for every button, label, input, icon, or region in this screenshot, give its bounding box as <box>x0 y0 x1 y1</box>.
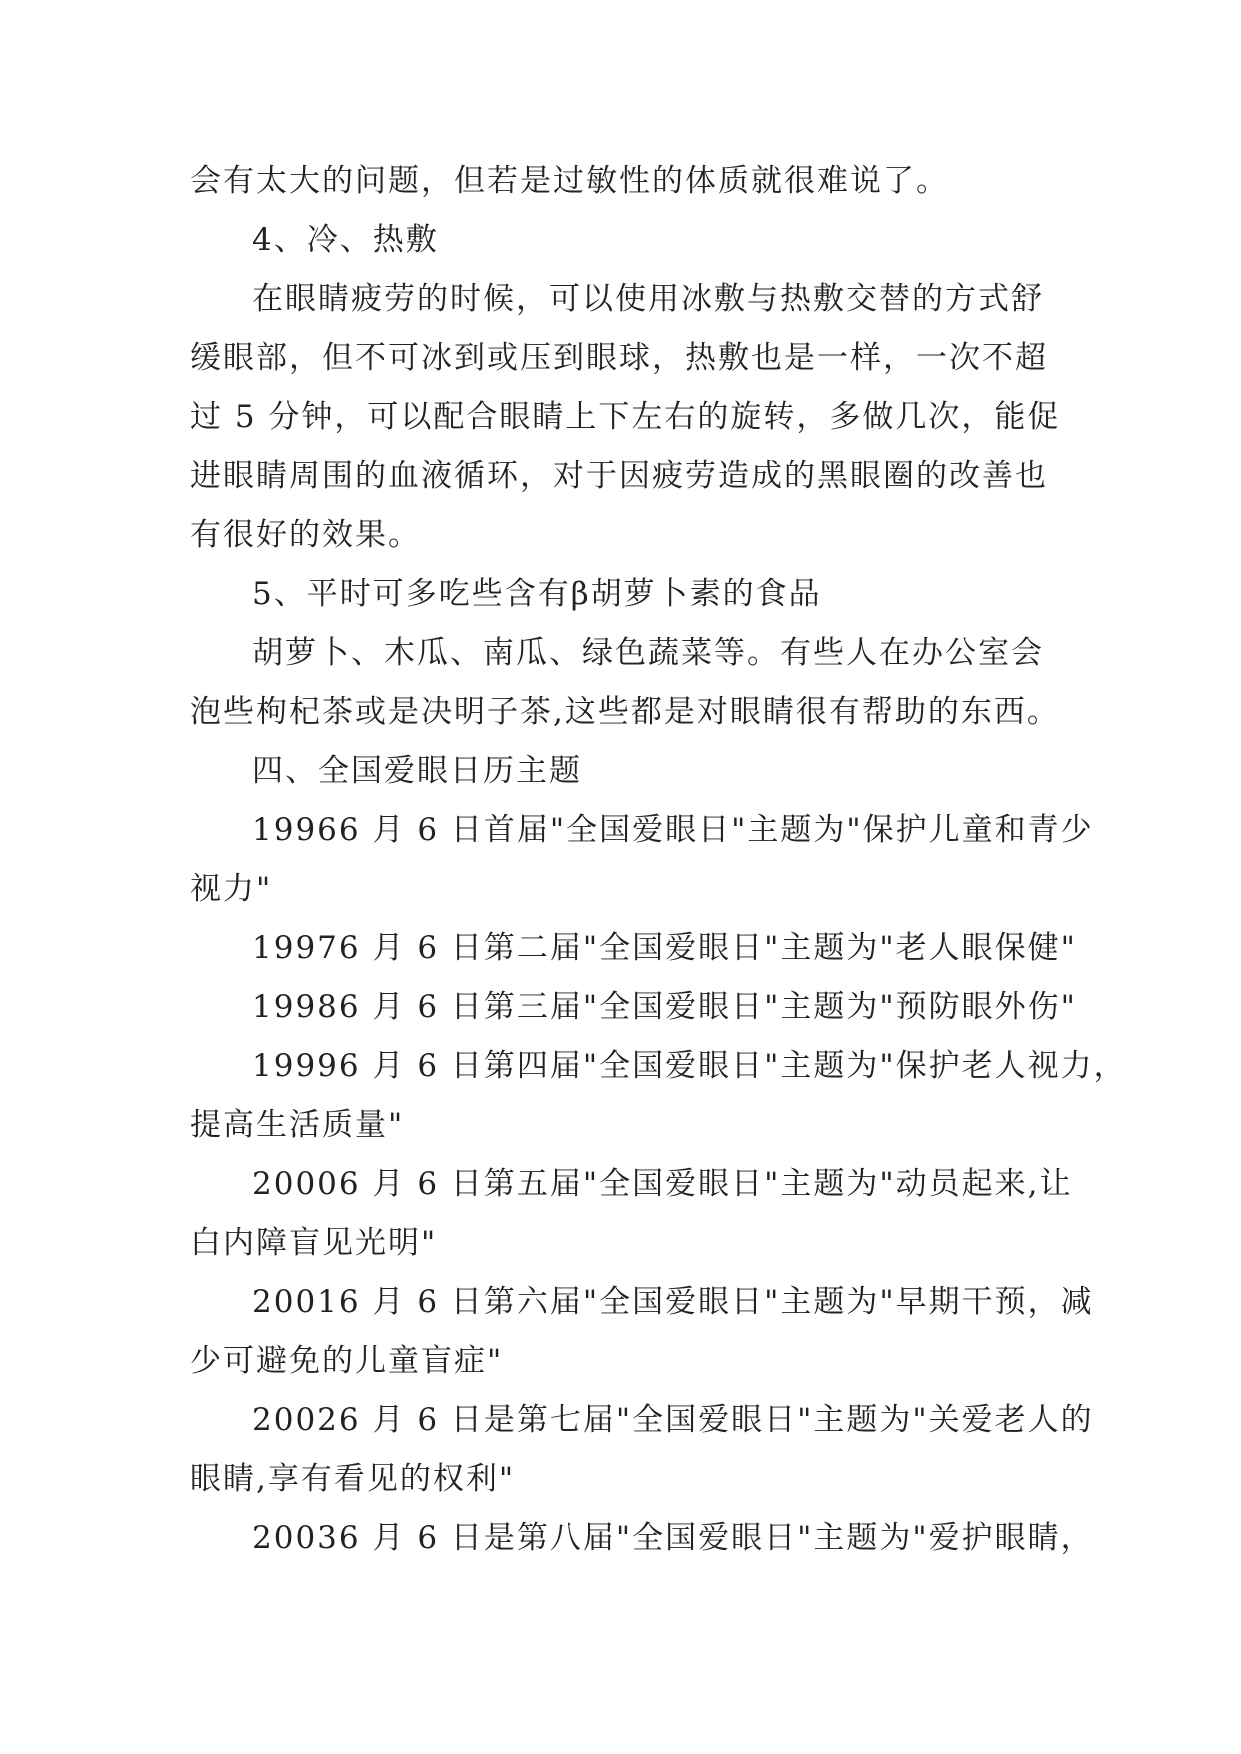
text-line: 有很好的效果。 <box>190 517 421 553</box>
section-heading: 四、全国爱眼日历主题 <box>252 753 582 789</box>
document-body <box>190 152 1127 1568</box>
text-line: 眼睛,享有看见的权利" <box>190 1461 516 1497</box>
section-heading: 5、平时可多吃些含有β胡萝卜素的食品 <box>252 576 822 612</box>
text-line: 提高生活质量" <box>190 1107 405 1143</box>
text-line: 视力" <box>190 871 273 907</box>
text-line: 19996 月 6 日第四届"全国爱眼日"主题为"保护老人视力， <box>252 1048 1127 1084</box>
text-line: 20006 月 6 日第五届"全国爱眼日"主题为"动员起来,让 <box>252 1166 1073 1202</box>
text-line: 19976 月 6 日第二届"全国爱眼日"主题为"老人眼保健" <box>252 930 1077 966</box>
text-line: 20026 月 6 日是第七届"全国爱眼日"主题为"关爱老人的 <box>252 1402 1094 1438</box>
text-line: 在眼睛疲劳的时候，可以使用冰敷与热敷交替的方式舒 <box>252 281 1044 317</box>
text-line: 胡萝卜、木瓜、南瓜、绿色蔬菜等。有些人在办公室会 <box>252 635 1044 671</box>
text-line: 19966 月 6 日首届"全国爱眼日"主题为"保护儿童和青少 <box>252 812 1094 848</box>
section-heading: 4、冷、热敷 <box>252 222 439 258</box>
text-line: 19986 月 6 日第三届"全国爱眼日"主题为"预防眼外伤" <box>252 989 1077 1025</box>
text-line: 少可避免的儿童盲症" <box>190 1343 504 1379</box>
text-line: 20016 月 6 日第六届"全国爱眼日"主题为"早期干预，减 <box>252 1284 1094 1320</box>
text-line: 泡些枸杞茶或是决明子茶,这些都是对眼睛很有帮助的东西。 <box>190 694 1060 730</box>
text-line: 20036 月 6 日是第八届"全国爱眼日"主题为"爱护眼睛， <box>252 1520 1094 1556</box>
text-line: 缓眼部，但不可冰到或压到眼球，热敷也是一样，一次不超 <box>190 340 1048 376</box>
text-line: 过 5 分钟，可以配合眼睛上下左右的旋转，多做几次，能促 <box>190 399 1061 435</box>
text-line: 会有太大的问题，但若是过敏性的体质就很难说了。 <box>190 163 949 199</box>
text-line: 白内障盲见光明" <box>190 1225 438 1261</box>
text-line: 进眼睛周围的血液循环，对于因疲劳造成的黑眼圈的改善也 <box>190 458 1048 494</box>
